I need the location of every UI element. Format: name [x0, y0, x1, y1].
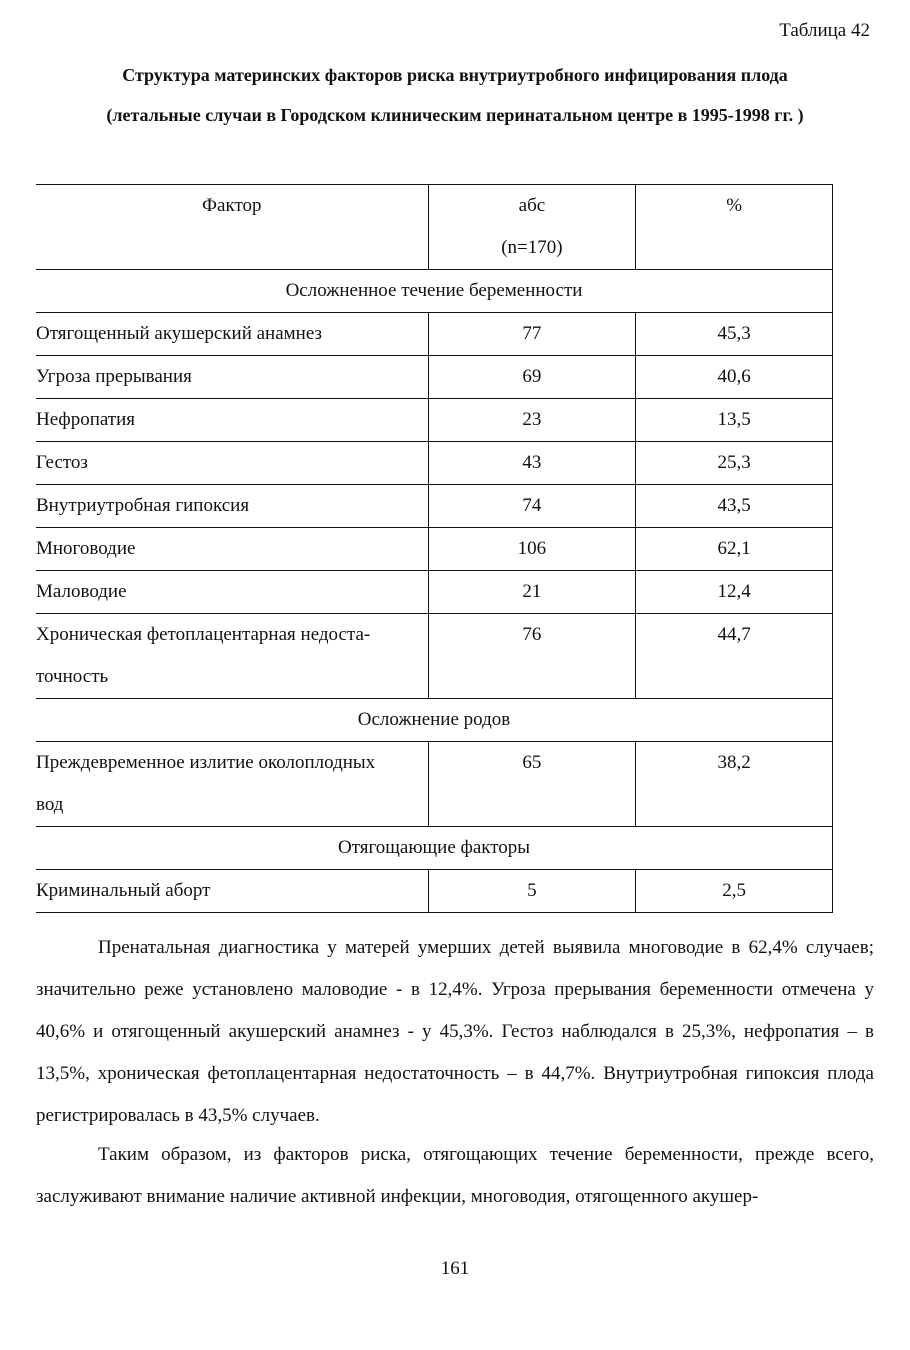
percent-cell: 25,3 [636, 442, 833, 485]
section-title: Осложненное течение беременности [36, 270, 833, 313]
table-title-line1: Структура материнских факторов риска внутриутробного инфицирования плода [122, 65, 788, 85]
section-title: Осложнение родов [36, 699, 833, 742]
abs-cell: 77 [428, 313, 636, 356]
table-row [36, 485, 833, 528]
percent-cell: 44,7 [636, 614, 833, 699]
table-row [36, 614, 833, 699]
paragraph-1: Пренатальная диагностика у матерей умерших детей выявила многоводие в 62,4% случаев; значительно реже установлено маловодие - в 12,4%. Угроза прерывания беременности отмечена у 40,6% и отягощенный акушерский анамнез - у 45,3%. Гестоз наблюдался в 25,3%, нефропатия – в 13,5%, хроническая фетоплацентарная недостаточность – в 44,7%. Внутриутробная гипоксия плода регистрировалась в 43,5% случаев. [36, 937, 874, 1126]
abs-cell: 23 [428, 399, 636, 442]
risk-factors-table [36, 184, 833, 913]
table-number: Таблица 42 [779, 20, 870, 41]
percent-cell: 2,5 [636, 870, 833, 913]
table-row [36, 313, 833, 356]
abs-cell: 106 [428, 528, 636, 571]
table-row [36, 442, 833, 485]
header-abs-label: абс [518, 195, 546, 216]
factor-cell: Угроза прерывания [36, 356, 428, 399]
paragraph-2: Таким образом, из факторов риска, отягощающих течение беременности, прежде всего, заслуживают внимание наличие активной инфекции, многоводия, отягощенного акушер- [36, 1144, 874, 1207]
factor-cell-line1: Хроническая фетоплацентарная недоста- [36, 624, 371, 645]
abs-cell: 65 [428, 742, 636, 827]
factor-cell: Многоводие [36, 528, 428, 571]
table-row [36, 399, 833, 442]
factor-cell [36, 742, 428, 827]
abs-cell: 74 [428, 485, 636, 528]
factor-cell [36, 614, 428, 699]
factor-cell-line1: Преждевременное излитие околоплодных [36, 752, 376, 773]
abs-cell: 21 [428, 571, 636, 614]
abs-cell: 76 [428, 614, 636, 699]
percent-cell: 43,5 [636, 485, 833, 528]
factor-cell: Гестоз [36, 442, 428, 485]
factor-cell: Отягощенный акушерский анамнез [36, 313, 428, 356]
abs-cell: 69 [428, 356, 636, 399]
section-row [36, 699, 833, 742]
page-number: 161 [440, 1258, 470, 1279]
header-percent: % [636, 185, 833, 270]
factor-cell-line2: вод [36, 794, 64, 815]
abs-cell: 43 [428, 442, 636, 485]
header-abs-n: (n=170) [501, 237, 563, 258]
factor-cell-line2: точность [36, 666, 109, 687]
factor-cell: Внутриутробная гипоксия [36, 485, 428, 528]
percent-cell: 13,5 [636, 399, 833, 442]
header-factor: Фактор [36, 185, 428, 270]
percent-cell: 12,4 [636, 571, 833, 614]
section-row [36, 827, 833, 870]
factor-cell: Криминальный аборт [36, 870, 428, 913]
factor-cell: Нефропатия [36, 399, 428, 442]
percent-cell: 62,1 [636, 528, 833, 571]
factor-cell: Маловодие [36, 571, 428, 614]
table-row [36, 571, 833, 614]
table-title-line2: (летальные случаи в Городском клиническим перинатальном центре в 1995-1998 гг. ) [106, 105, 804, 125]
percent-cell: 38,2 [636, 742, 833, 827]
table-row [36, 870, 833, 913]
section-row [36, 270, 833, 313]
table-row [36, 356, 833, 399]
abs-cell: 5 [428, 870, 636, 913]
table-row [36, 528, 833, 571]
section-title: Отягощающие факторы [36, 827, 833, 870]
percent-cell: 45,3 [636, 313, 833, 356]
percent-cell: 40,6 [636, 356, 833, 399]
header-abs [428, 185, 636, 270]
table-header-row [36, 185, 833, 270]
table-row [36, 742, 833, 827]
